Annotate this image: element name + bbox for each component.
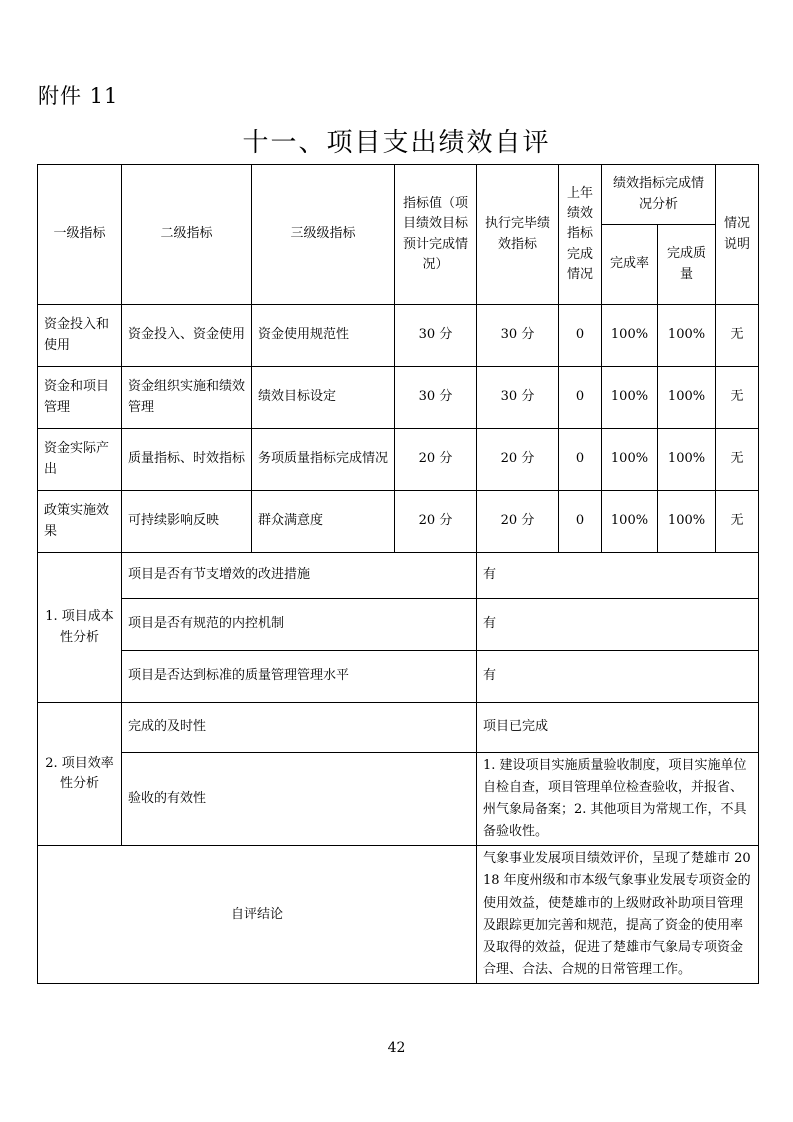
efficiency-answer: 项目已完成 (477, 703, 759, 753)
table-row (38, 491, 759, 553)
conclusion-text: 气象事业发展项目绩效评价，呈现了楚雄市 2018 年度州级和市本级气象事业发展专项资金的使用效益，使楚雄市的上级财政补助项目管理及跟踪更加完善和规范，提高了资金的使用率及取得的效益，促进了楚雄市气象局专项资金合理、合法、合规的日常管理工作。 (477, 846, 759, 984)
level3-cell: 群众满意度 (252, 491, 395, 553)
rate-cell: 100% (602, 429, 658, 491)
note-cell: 无 (716, 367, 759, 429)
actual-cell: 20 分 (477, 491, 559, 553)
level1-cell: 资金投入和使用 (38, 305, 122, 367)
level1-cell: 资金实际产出 (38, 429, 122, 491)
quality-cell: 100% (658, 305, 716, 367)
level2-cell: 资金组织实施和绩效管理 (122, 367, 252, 429)
rate-cell: 100% (602, 491, 658, 553)
efficiency-answer: 1. 建设项目实施质量验收制度，项目实施单位自检自查，项目管理单位检查验收，并报省、州气象局备案；2. 其他项目为常规工作，不具备验收性。 (477, 753, 759, 846)
level3-cell: 绩效目标设定 (252, 367, 395, 429)
table-row (38, 429, 759, 491)
target-cell: 20 分 (395, 429, 477, 491)
cost-analysis-label: 1. 项目成本性分析 (38, 553, 122, 703)
header-actual: 执行完毕绩效指标 (477, 165, 559, 305)
cost-question: 项目是否达到标准的质量管理管理水平 (122, 651, 477, 703)
level1-cell: 政策实施效果 (38, 491, 122, 553)
actual-cell: 30 分 (477, 367, 559, 429)
cost-answer: 有 (477, 553, 759, 599)
last-year-cell: 0 (559, 367, 602, 429)
actual-cell: 30 分 (477, 305, 559, 367)
level2-cell: 可持续影响反映 (122, 491, 252, 553)
header-last-year: 上年绩效指标完成情况 (559, 165, 602, 305)
performance-evaluation-table (37, 164, 759, 984)
attachment-label: 附件 11 (38, 84, 119, 108)
table-row (38, 305, 759, 367)
note-cell: 无 (716, 305, 759, 367)
header-level2: 二级指标 (122, 165, 252, 305)
efficiency-question: 验收的有效性 (122, 753, 477, 846)
level2-cell: 质量指标、时效指标 (122, 429, 252, 491)
efficiency-question: 完成的及时性 (122, 703, 477, 753)
rate-cell: 100% (602, 305, 658, 367)
cost-question: 项目是否有节支增效的改进措施 (122, 553, 477, 599)
header-note: 情况说明 (716, 165, 759, 305)
rate-cell: 100% (602, 367, 658, 429)
cost-answer: 有 (477, 651, 759, 703)
efficiency-analysis-label: 2. 项目效率性分析 (38, 703, 122, 846)
cost-answer: 有 (477, 599, 759, 651)
quality-cell: 100% (658, 367, 716, 429)
level1-cell: 资金和项目管理 (38, 367, 122, 429)
note-cell: 无 (716, 491, 759, 553)
page-number: 42 (387, 1040, 406, 1056)
cost-question: 项目是否有规范的内控机制 (122, 599, 477, 651)
actual-cell: 20 分 (477, 429, 559, 491)
level3-cell: 资金使用规范性 (252, 305, 395, 367)
level2-cell: 资金投入、资金使用 (122, 305, 252, 367)
table-row (38, 367, 759, 429)
level3-cell: 务项质量指标完成情况 (252, 429, 395, 491)
header-completion-quality: 完成质量 (658, 225, 716, 305)
quality-cell: 100% (658, 429, 716, 491)
header-level3: 三级级指标 (252, 165, 395, 305)
target-cell: 30 分 (395, 305, 477, 367)
note-cell: 无 (716, 429, 759, 491)
header-completion-rate: 完成率 (602, 225, 658, 305)
last-year-cell: 0 (559, 429, 602, 491)
header-completion-group: 绩效指标完成情况分析 (602, 165, 716, 225)
target-cell: 20 分 (395, 491, 477, 553)
quality-cell: 100% (658, 491, 716, 553)
target-cell: 30 分 (395, 367, 477, 429)
conclusion-label: 自评结论 (38, 846, 477, 984)
last-year-cell: 0 (559, 305, 602, 367)
header-target: 指标值（项目绩效目标预计完成情况） (395, 165, 477, 305)
page-title: 十一、项目支出绩效自评 (242, 128, 551, 158)
header-level1: 一级指标 (38, 165, 122, 305)
last-year-cell: 0 (559, 491, 602, 553)
